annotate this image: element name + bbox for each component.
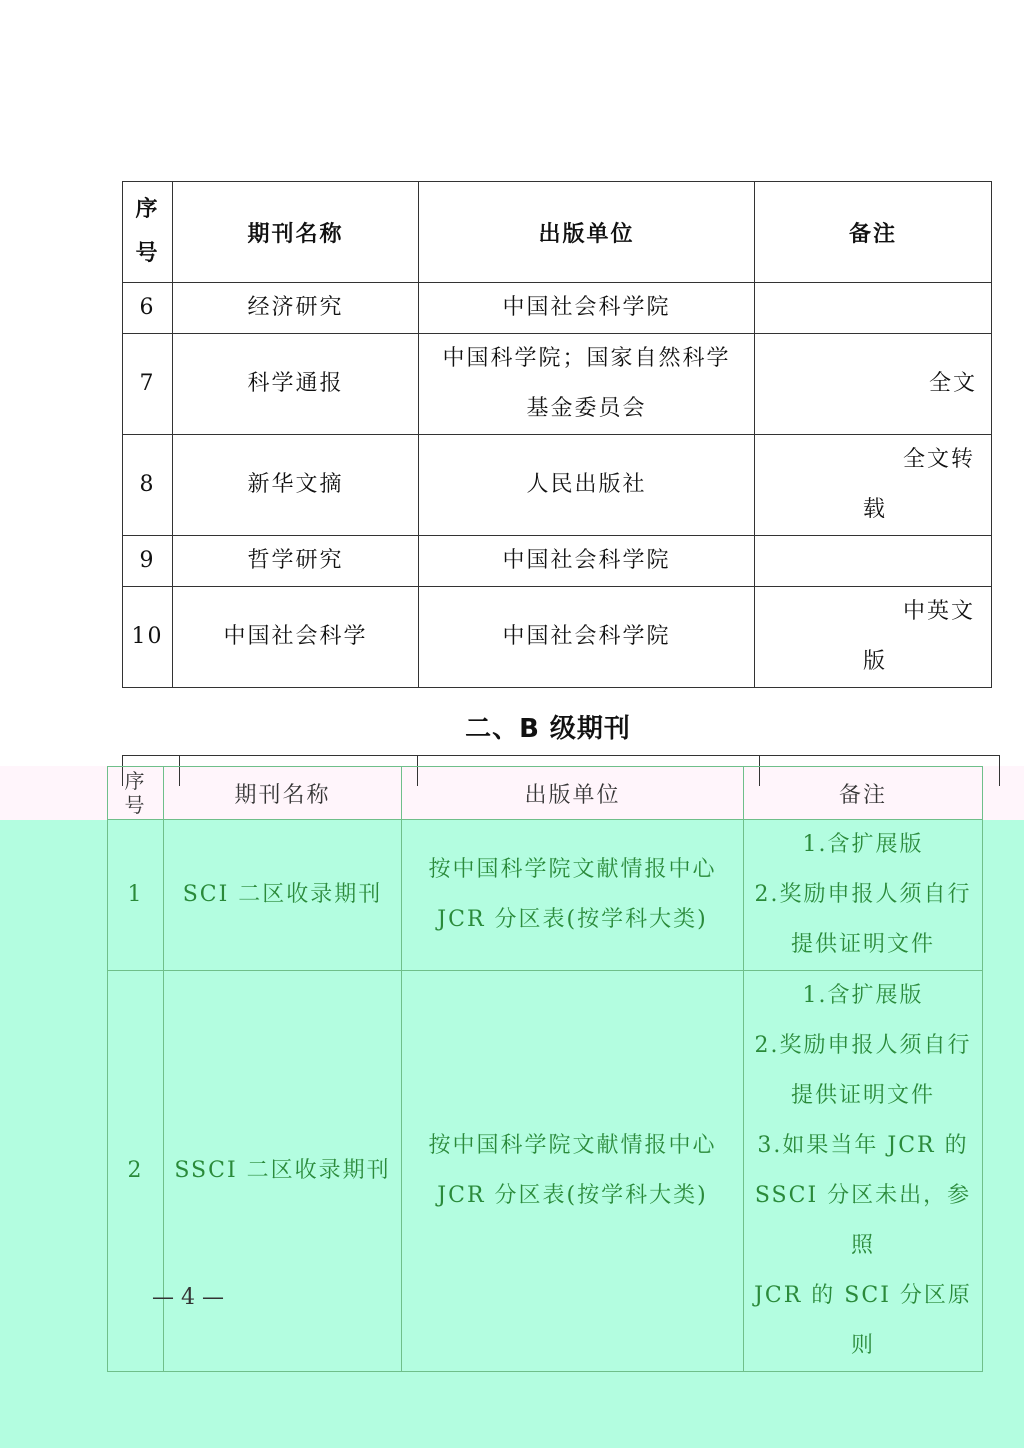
publisher-line: JCR 分区表(按学科大类) bbox=[437, 1183, 708, 1208]
cell-publisher bbox=[419, 334, 755, 435]
table-row bbox=[108, 971, 983, 1372]
cell-remark: 全文 bbox=[755, 334, 992, 435]
cell-publisher bbox=[402, 971, 744, 1372]
publisher-line: JCR 分区表(按学科大类) bbox=[437, 907, 708, 932]
section-title: 二、B 级期刊 bbox=[465, 714, 631, 744]
page-number: — 4 — bbox=[152, 1285, 224, 1310]
cell-remark bbox=[744, 820, 983, 971]
header-publisher: 出版单位 bbox=[402, 767, 744, 820]
header-seq: 序 号 bbox=[108, 767, 164, 820]
table-header-row bbox=[108, 767, 983, 820]
header-name: 期刊名称 bbox=[164, 767, 402, 820]
cell-name: SSCI 二区收录期刊 bbox=[164, 971, 402, 1372]
cell-seq: 7 bbox=[123, 334, 173, 435]
cell-publisher: 中国社会科学院 bbox=[419, 587, 755, 688]
cell-seq: 1 bbox=[108, 820, 164, 971]
cell-remark bbox=[755, 283, 992, 334]
remark-line: 载 bbox=[863, 497, 888, 522]
table-header-row bbox=[123, 182, 992, 283]
table-row bbox=[123, 334, 992, 435]
table-row bbox=[123, 536, 992, 587]
header-seq: 序 号 bbox=[123, 182, 173, 283]
cell-seq: 10 bbox=[123, 587, 173, 688]
publisher-line: 按中国科学院文献情报中心 bbox=[428, 1133, 717, 1158]
b-level-journal-table bbox=[107, 766, 983, 1372]
a-level-journal-table bbox=[122, 181, 992, 688]
cell-seq: 2 bbox=[108, 971, 164, 1372]
remark-line: 2.奖励申报人须自行 bbox=[754, 882, 972, 907]
cell-seq: 6 bbox=[123, 283, 173, 334]
cell-name: 科学通报 bbox=[173, 334, 419, 435]
remark-line: 中英文 bbox=[902, 599, 975, 624]
remark-line: SSCI 分区未出，参照 bbox=[754, 1183, 972, 1258]
remark-line: 提供证明文件 bbox=[790, 932, 935, 957]
cell-remark bbox=[744, 971, 983, 1372]
table-row bbox=[108, 820, 983, 971]
remark-line: 提供证明文件 bbox=[790, 1083, 935, 1108]
cell-name: 中国社会科学 bbox=[173, 587, 419, 688]
table-row bbox=[123, 587, 992, 688]
cell-remark bbox=[755, 536, 992, 587]
header-remark: 备注 bbox=[755, 182, 992, 283]
cell-name: SCI 二区收录期刊 bbox=[164, 820, 402, 971]
header-name: 期刊名称 bbox=[173, 182, 419, 283]
publisher-line: 中国科学院；国家自然科学 bbox=[442, 346, 731, 371]
cell-name: 哲学研究 bbox=[173, 536, 419, 587]
remark-line: 3.如果当年 JCR 的 bbox=[757, 1133, 969, 1158]
table-row bbox=[123, 283, 992, 334]
cell-name: 经济研究 bbox=[173, 283, 419, 334]
cell-remark bbox=[755, 587, 992, 688]
table-row bbox=[123, 435, 992, 536]
cell-publisher: 中国社会科学院 bbox=[419, 283, 755, 334]
cell-seq: 9 bbox=[123, 536, 173, 587]
header-remark: 备注 bbox=[744, 767, 983, 820]
cell-name: 新华文摘 bbox=[173, 435, 419, 536]
cell-seq: 8 bbox=[123, 435, 173, 536]
remark-line: 全文转 bbox=[902, 447, 975, 472]
cell-publisher: 中国社会科学院 bbox=[419, 536, 755, 587]
publisher-line: 按中国科学院文献情报中心 bbox=[428, 857, 717, 882]
remark-line: 版 bbox=[863, 649, 888, 674]
cell-publisher: 人民出版社 bbox=[419, 435, 755, 536]
remark-line: JCR 的 SCI 分区原则 bbox=[754, 1283, 972, 1358]
cell-remark bbox=[755, 435, 992, 536]
remark-line: 1.含扩展版 bbox=[802, 832, 924, 857]
cell-publisher bbox=[402, 820, 744, 971]
remark-line: 2.奖励申报人须自行 bbox=[754, 1033, 972, 1058]
publisher-line: 基金委员会 bbox=[526, 396, 647, 421]
header-publisher: 出版单位 bbox=[419, 182, 755, 283]
remark-line: 1.含扩展版 bbox=[802, 983, 924, 1008]
